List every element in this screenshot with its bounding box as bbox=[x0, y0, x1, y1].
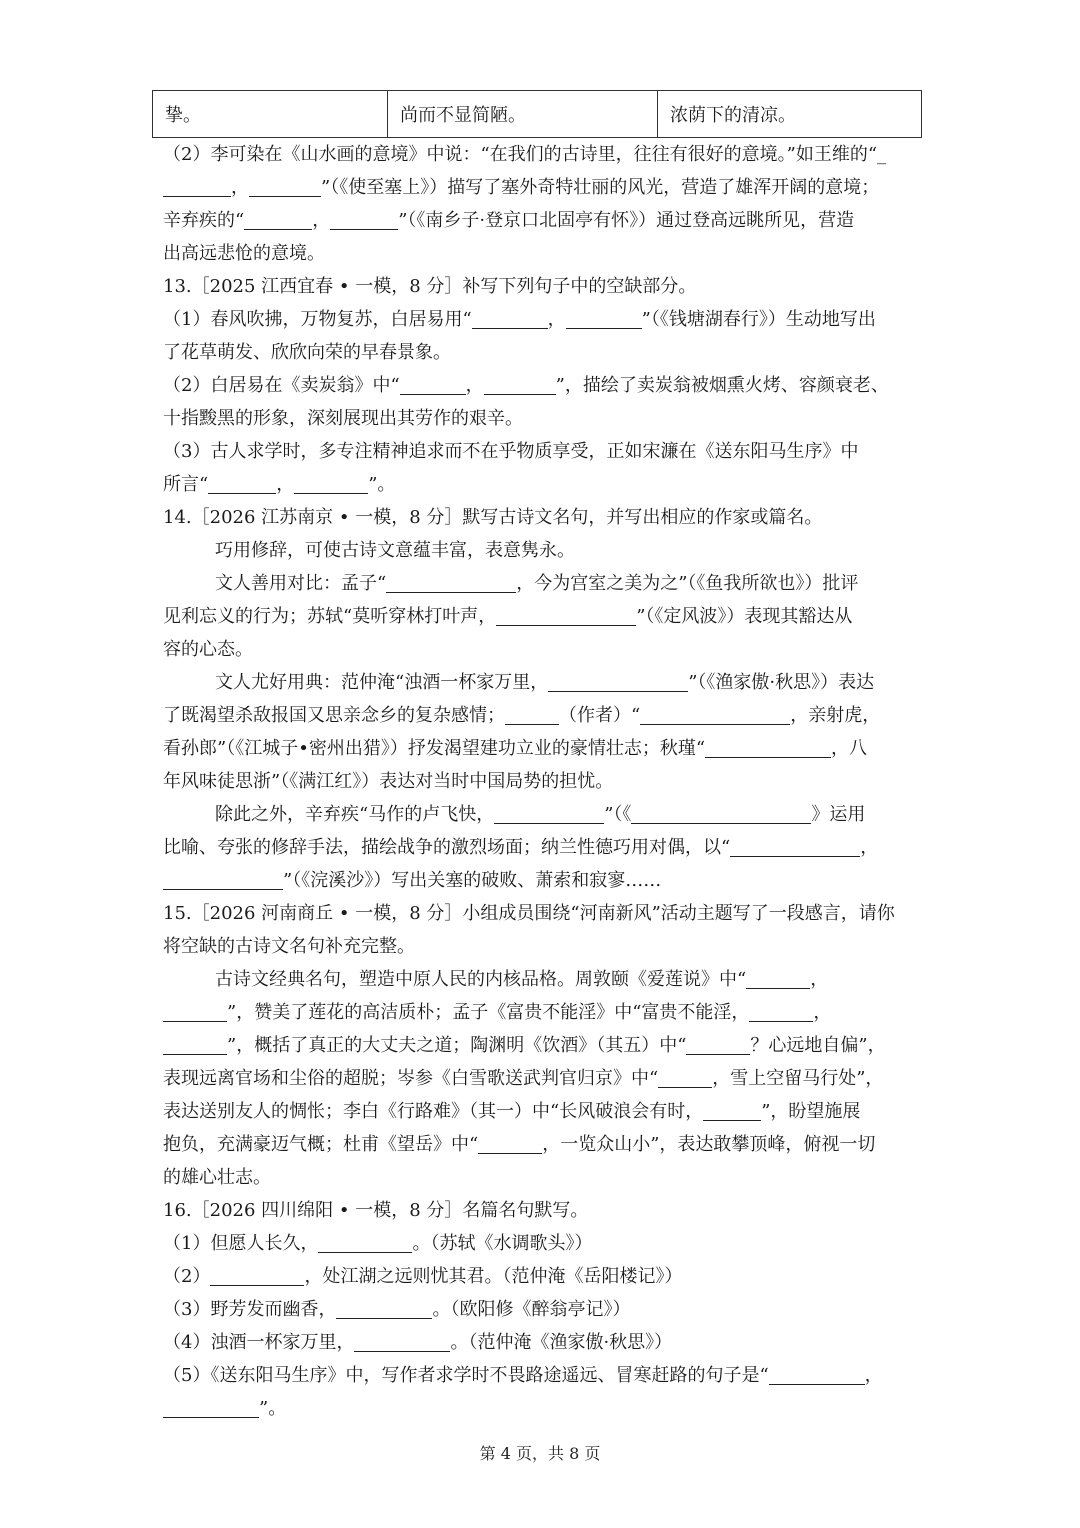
text-line bbox=[163, 204, 923, 237]
text-run: （3）古人求学时，多专注精神追求而不在乎物质享受，正如宋濂在《送东阳马生序》中 bbox=[163, 441, 859, 462]
text-line bbox=[163, 1029, 923, 1062]
text-run: 年风味徒思浙”（《满江红》）表达对当时中国局势的担忧。 bbox=[163, 771, 614, 792]
fill-blank[interactable] bbox=[330, 207, 398, 230]
fill-blank[interactable] bbox=[496, 603, 636, 626]
text-run: ， bbox=[813, 1002, 832, 1023]
text-line bbox=[163, 1392, 923, 1425]
text-line bbox=[163, 138, 923, 171]
text-line bbox=[163, 1227, 923, 1260]
text-line bbox=[163, 1194, 923, 1227]
text-run: 将空缺的古诗文名句补充完整。 bbox=[163, 936, 415, 957]
fill-blank[interactable] bbox=[318, 1230, 412, 1253]
text-run: ”（《南乡子·登京口北固亭有怀》）通过登高远眺所见，营造 bbox=[398, 210, 855, 231]
text-run: 14.［2026 江苏南京 • 一模，8 分］默写古诗文名句，并写出相应的作家或篇名。 bbox=[163, 507, 823, 528]
text-run: （3）野芳发而幽香， bbox=[163, 1299, 337, 1320]
text-line bbox=[163, 270, 923, 303]
fill-blank[interactable] bbox=[354, 1329, 450, 1352]
text-line bbox=[163, 1161, 923, 1194]
fill-blank[interactable] bbox=[478, 1131, 542, 1154]
text-line bbox=[163, 1326, 923, 1359]
text-line bbox=[163, 237, 923, 270]
text-run: ，今为宫室之美为之”（《鱼我所欲也》）批评 bbox=[516, 573, 859, 594]
fill-blank[interactable] bbox=[658, 1065, 712, 1088]
fill-blank[interactable] bbox=[505, 702, 559, 725]
text-line bbox=[163, 963, 923, 996]
text-run: （1）春风吹拂，万物复苏，白居易用“ bbox=[163, 309, 472, 330]
text-run: ”（《浣溪沙》）写出关塞的破败、萧索和寂寥…… bbox=[283, 870, 662, 891]
text-run: 了既渴望杀敌报国又思亲念乡的复杂感情； bbox=[163, 705, 505, 726]
text-run: 除此之外，辛弃疾“马作的卢飞快， bbox=[215, 804, 495, 825]
text-line bbox=[163, 600, 923, 633]
text-line bbox=[163, 765, 923, 798]
fill-blank[interactable] bbox=[494, 801, 604, 824]
fill-blank[interactable] bbox=[400, 372, 466, 395]
text-run: 表达送别友人的惆怅；李白《行路难》（其一）中“长风破浪会有时， bbox=[163, 1101, 704, 1122]
text-run: ”（《钱塘湖春行》）生动地写出 bbox=[641, 309, 876, 330]
text-run: ”（《渔家傲·秋思》）表达 bbox=[688, 672, 875, 693]
text-line bbox=[163, 1062, 923, 1095]
text-run: ”，赞美了莲花的高洁质朴；孟子《富贵不能淫》中“富贵不能淫， bbox=[227, 1002, 750, 1023]
text-line bbox=[163, 369, 923, 402]
text-run: ”（《 bbox=[604, 804, 632, 825]
fill-blank[interactable] bbox=[294, 471, 368, 494]
fill-blank[interactable] bbox=[769, 1362, 865, 1385]
fill-blank[interactable] bbox=[746, 966, 810, 989]
text-run: ， bbox=[465, 375, 484, 396]
text-run: 出高远悲怆的意境。 bbox=[163, 243, 325, 264]
fill-blank[interactable] bbox=[566, 306, 642, 329]
table-cell: 浓荫下的清凉。 bbox=[658, 91, 922, 138]
fill-blank[interactable] bbox=[730, 834, 860, 857]
text-line bbox=[163, 633, 923, 666]
fill-blank[interactable] bbox=[208, 471, 276, 494]
text-run: （1）但愿人长久， bbox=[163, 1233, 319, 1254]
text-line bbox=[163, 699, 923, 732]
fill-blank[interactable] bbox=[336, 1296, 432, 1319]
fill-blank[interactable] bbox=[705, 735, 831, 758]
text-run: ， bbox=[810, 969, 829, 990]
fill-blank[interactable] bbox=[548, 669, 688, 692]
fill-blank[interactable] bbox=[249, 174, 321, 197]
answer-table bbox=[152, 90, 922, 138]
text-run: （4）浊酒一杯家万里， bbox=[163, 1332, 355, 1353]
fill-blank[interactable] bbox=[749, 999, 813, 1022]
text-line bbox=[163, 798, 923, 831]
text-run: ”。 bbox=[259, 1398, 287, 1419]
text-run: ，一览众山小”，表达敢攀顶峰，俯视一切 bbox=[542, 1134, 876, 1155]
text-run: ，处江湖之远则忧其君。（范仲淹《岳阳楼记》） bbox=[304, 1266, 683, 1287]
text-run: （5）《送东阳马生序》中，写作者求学时不畏路途遥远、冒寒赶路的句子是“ bbox=[163, 1365, 769, 1386]
text-line bbox=[163, 1260, 923, 1293]
text-run: ”，概括了真正的大丈夫之道；陶渊明《饮酒》（其五）中“ bbox=[227, 1035, 687, 1056]
text-line bbox=[163, 567, 923, 600]
text-run: 文人善用对比：孟子“ bbox=[215, 573, 387, 594]
page-footer: 第 4 页，共 8 页 bbox=[479, 1444, 601, 1463]
text-run: ，雪上空留马行处”， bbox=[712, 1068, 884, 1089]
fill-blank[interactable] bbox=[163, 1032, 227, 1055]
text-run: 巧用修辞，可使古诗文意蕴丰富，表意隽永。 bbox=[215, 540, 575, 561]
fill-blank[interactable] bbox=[386, 570, 516, 593]
text-run: 表现远离官场和尘俗的超脱；岑参《白雪歌送武判官归京》中“ bbox=[163, 1068, 659, 1089]
text-run: ”，盼望施展 bbox=[761, 1101, 861, 1122]
text-run: 。（苏轼《水调歌头》） bbox=[412, 1233, 593, 1254]
text-run: ”（《使至塞上》）描写了塞外奇特壮丽的风光，营造了雄浑开阔的意境； bbox=[321, 177, 880, 198]
fill-blank[interactable] bbox=[210, 1263, 304, 1286]
text-run: ”。 bbox=[368, 474, 396, 495]
text-run: ， bbox=[312, 210, 331, 231]
text-run: ”（《定风波》）表现其豁达从 bbox=[636, 606, 853, 627]
text-run: 辛弃疾的“ bbox=[163, 210, 245, 231]
text-line bbox=[163, 534, 923, 567]
text-line bbox=[163, 171, 923, 204]
text-run: 文人尤好用典：范仲淹“浊酒一杯家万里， bbox=[215, 672, 549, 693]
text-run: 。（欧阳修《醉翁亭记》） bbox=[432, 1299, 631, 1320]
fill-blank[interactable] bbox=[163, 1395, 259, 1418]
fill-blank[interactable] bbox=[163, 999, 227, 1022]
text-run: ？心远地自偏”， bbox=[750, 1035, 886, 1056]
text-run: 。（范仲淹《渔家傲·秋思》） bbox=[450, 1332, 673, 1353]
text-run: 16.［2026 四川绵阳 • 一模，8 分］名篇名句默写。 bbox=[163, 1200, 589, 1221]
text-run: ”，描绘了卖炭翁被烟熏火烤、容颜衰老、 bbox=[555, 375, 889, 396]
text-line bbox=[163, 1128, 923, 1161]
text-run: ， bbox=[860, 837, 879, 858]
text-run: 十指黢黑的形象，深刻展现出其劳作的艰辛。 bbox=[163, 408, 523, 429]
text-run: （2）白居易在《卖炭翁》中“ bbox=[163, 375, 400, 396]
text-line bbox=[163, 501, 923, 534]
text-line bbox=[163, 1095, 923, 1128]
fill-blank[interactable] bbox=[244, 207, 312, 230]
text-run: ，八 bbox=[831, 738, 868, 759]
text-line bbox=[163, 831, 923, 864]
text-run: 看孙郎”（《江城子•密州出猎》）抒发渴望建功立业的豪情壮志；秋瑾“ bbox=[163, 738, 706, 759]
text-run: （2）李可染在《山水画的意境》中说：“在我们的古诗里，往往有很好的意境。”如王维的“_ bbox=[163, 144, 887, 165]
text-line bbox=[163, 996, 923, 1029]
text-run: 见利忘义的行为；苏轼“莫听穿林打叶声， bbox=[163, 606, 497, 627]
fill-blank[interactable] bbox=[686, 1032, 750, 1055]
table-cell: 挚。 bbox=[153, 91, 388, 138]
text-run: 容的心态。 bbox=[163, 639, 253, 660]
fill-blank[interactable] bbox=[484, 372, 556, 395]
fill-blank[interactable] bbox=[163, 867, 283, 890]
text-run: ， bbox=[547, 309, 566, 330]
text-run: 比喻、夸张的修辞手法，描绘战争的激烈场面；纳兰性德巧用对偶，以“ bbox=[163, 837, 731, 858]
question-body bbox=[163, 138, 923, 1425]
text-line bbox=[163, 1293, 923, 1326]
text-run: ， bbox=[276, 474, 295, 495]
text-line bbox=[163, 864, 923, 897]
text-line bbox=[163, 468, 923, 501]
text-run: 15.［2026 河南商丘 • 一模，8 分］小组成员围绕“河南新风”活动主题写了一段感言，请你 bbox=[163, 903, 895, 924]
text-run: 》运用 bbox=[811, 804, 866, 825]
text-run: ， bbox=[231, 177, 249, 198]
text-line bbox=[163, 402, 923, 435]
fill-blank[interactable] bbox=[703, 1098, 761, 1121]
text-line bbox=[163, 930, 923, 963]
text-run: ， bbox=[864, 1365, 883, 1386]
text-line bbox=[163, 1359, 923, 1392]
text-line bbox=[163, 336, 923, 369]
table-row bbox=[153, 91, 922, 138]
fill-blank[interactable] bbox=[640, 702, 790, 725]
text-run: 所言“ bbox=[163, 474, 209, 495]
fill-blank[interactable] bbox=[472, 306, 548, 329]
text-run: 了花草萌发、欣欣向荣的早春景象。 bbox=[163, 342, 451, 363]
fill-blank[interactable] bbox=[631, 801, 811, 824]
text-run: 抱负，充满豪迈气概；杜甫《望岳》中“ bbox=[163, 1134, 479, 1155]
text-run: （作者）“ bbox=[559, 705, 641, 726]
text-line bbox=[163, 303, 923, 336]
text-run: （2） bbox=[163, 1266, 211, 1287]
text-run: 的雄心壮志。 bbox=[163, 1167, 271, 1188]
text-run: 13.［2025 江西宜春 • 一模，8 分］补写下列句子中的空缺部分。 bbox=[163, 276, 697, 297]
text-line bbox=[163, 732, 923, 765]
text-run: ，亲射虎， bbox=[790, 705, 881, 726]
text-run: 古诗文经典名句，塑造中原人民的内核品格。周敦颐《爱莲说》中“ bbox=[215, 969, 747, 990]
text-line bbox=[163, 666, 923, 699]
text-line bbox=[163, 435, 923, 468]
text-line bbox=[163, 897, 923, 930]
fill-blank[interactable] bbox=[163, 174, 231, 197]
table-cell: 尚而不显简陋。 bbox=[388, 91, 658, 138]
